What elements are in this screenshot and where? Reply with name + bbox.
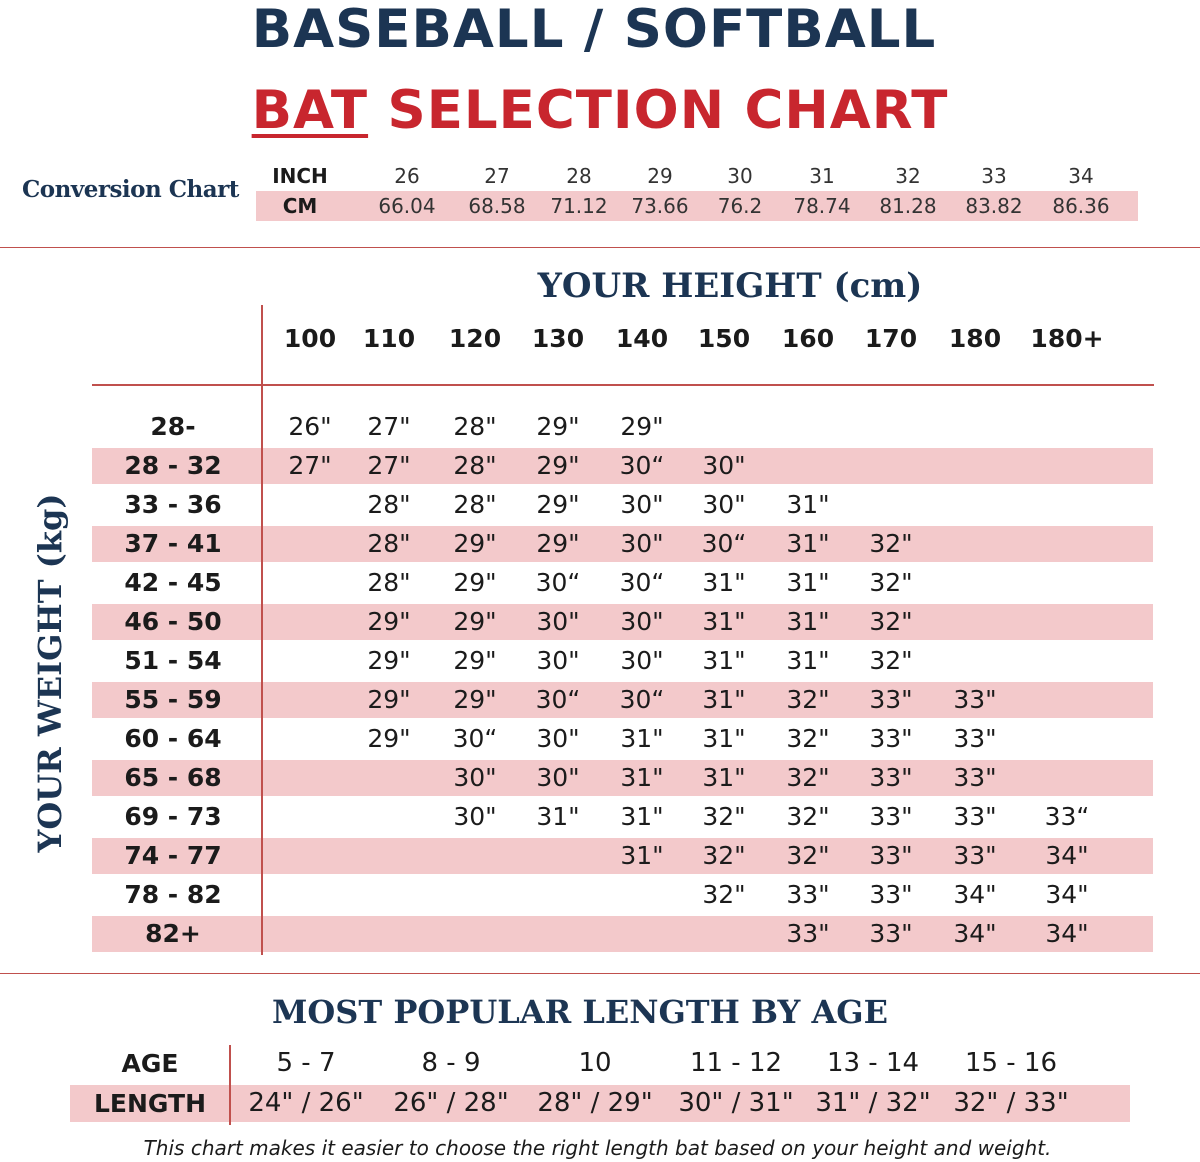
bat-length-cell: 30"	[620, 607, 664, 636]
conversion-inch-value: 28	[566, 164, 592, 188]
bat-length-cell: 28"	[453, 490, 497, 519]
bat-length-cell: 31"	[702, 685, 746, 714]
bat-length-cell: 31"	[702, 607, 746, 636]
bat-length-cell: 32"	[702, 880, 746, 909]
weight-row-label: 74 - 77	[124, 841, 222, 870]
height-axis-title: YOUR HEIGHT (cm)	[537, 266, 923, 306]
bat-length-cell: 27"	[367, 451, 411, 480]
bat-length-cell: 33"	[869, 685, 913, 714]
age-value: 10	[578, 1048, 612, 1078]
bat-length-cell: 32"	[869, 529, 913, 558]
conversion-inch-value: 31	[809, 164, 835, 188]
conversion-inch-value: 26	[394, 164, 420, 188]
bat-length-cell: 31"	[786, 490, 830, 519]
height-column-header: 120	[448, 324, 502, 353]
bat-length-cell: 33"	[786, 919, 830, 948]
bat-length-cell: 31"	[702, 724, 746, 753]
popular-length-title: MOST POPULAR LENGTH BY AGE	[272, 993, 888, 1031]
bat-length-cell: 29"	[536, 490, 580, 519]
bat-length-cell: 33"	[869, 802, 913, 831]
height-column-header: 180+	[1030, 324, 1104, 353]
conversion-cm-value: 78.74	[793, 194, 851, 218]
weight-row-label: 46 - 50	[124, 607, 222, 636]
age-value: 11 - 12	[689, 1048, 783, 1078]
bat-length-cell: 33"	[869, 919, 913, 948]
height-column-header: 140	[615, 324, 669, 353]
height-column-header: 170	[864, 324, 918, 353]
weight-row-label: 37 - 41	[124, 529, 222, 558]
bat-length-cell: 30“	[535, 568, 581, 597]
bat-length-cell: 29"	[536, 412, 580, 441]
bat-length-cell: 33"	[953, 685, 997, 714]
bat-length-cell: 33"	[953, 841, 997, 870]
bat-length-cell: 32"	[786, 841, 830, 870]
bat-length-cell: 30"	[620, 490, 664, 519]
bat-length-cell: 33"	[953, 763, 997, 792]
bat-length-cell: 33"	[869, 763, 913, 792]
conversion-cm-value: 73.66	[631, 194, 689, 218]
age-table-rule	[229, 1045, 231, 1125]
conversion-inch-value: 32	[895, 164, 921, 188]
bat-length-cell: 28"	[453, 412, 497, 441]
bat-length-cell: 32"	[869, 646, 913, 675]
bat-length-cell: 30“	[535, 685, 581, 714]
bat-length-cell: 28"	[367, 490, 411, 519]
height-column-header: 100	[283, 324, 337, 353]
weight-row-label: 60 - 64	[124, 724, 222, 753]
conversion-cm-value: 68.58	[468, 194, 526, 218]
bat-length-cell: 29"	[536, 451, 580, 480]
bat-length-cell: 31"	[620, 724, 664, 753]
height-column-header: 150	[697, 324, 751, 353]
bat-length-cell: 28"	[453, 451, 497, 480]
height-column-header: 110	[362, 324, 416, 353]
length-value: 28" / 29"	[537, 1088, 653, 1118]
weight-row-label: 69 - 73	[124, 802, 222, 831]
weight-row-label: 78 - 82	[124, 880, 222, 909]
bat-length-cell: 30"	[536, 607, 580, 636]
bat-length-cell: 30"	[620, 646, 664, 675]
title-line-1: BASEBALL / SOFTBALL	[251, 0, 937, 60]
bat-length-cell: 30"	[536, 724, 580, 753]
bat-length-cell: 32"	[869, 568, 913, 597]
conversion-cm-value: 71.12	[550, 194, 608, 218]
age-value: 5 - 7	[276, 1048, 336, 1078]
title-line-2-rest: SELECTION CHART	[368, 80, 949, 141]
conversion-cm-value: 83.82	[965, 194, 1023, 218]
bat-length-cell: 31"	[786, 529, 830, 558]
bat-length-cell: 29"	[453, 646, 497, 675]
bat-length-cell: 34"	[1045, 919, 1089, 948]
bat-length-cell: 30“	[619, 568, 665, 597]
bat-length-cell: 33"	[869, 841, 913, 870]
length-value: 30" / 31"	[678, 1088, 794, 1118]
weight-row-label: 82+	[145, 919, 201, 948]
bat-length-cell: 33"	[869, 880, 913, 909]
bat-length-cell: 34"	[1045, 880, 1089, 909]
bat-length-cell: 31"	[620, 841, 664, 870]
age-value: 8 - 9	[421, 1048, 481, 1078]
bat-length-cell: 29"	[453, 568, 497, 597]
bat-length-cell: 34"	[1045, 841, 1089, 870]
bat-length-cell: 33“	[1044, 802, 1090, 831]
height-column-header: 130	[531, 324, 585, 353]
bat-length-cell: 34"	[953, 880, 997, 909]
bat-length-cell: 32"	[786, 763, 830, 792]
bat-length-cell: 29"	[453, 685, 497, 714]
bat-length-cell: 32"	[869, 607, 913, 636]
length-label: LENGTH	[94, 1089, 206, 1118]
bat-length-cell: 29"	[367, 607, 411, 636]
bat-length-cell: 31"	[786, 568, 830, 597]
weight-row-label: 51 - 54	[124, 646, 222, 675]
section-divider-bottom	[0, 973, 1200, 974]
bat-length-cell: 32"	[786, 802, 830, 831]
bat-length-cell: 31"	[620, 802, 664, 831]
height-column-header: 180	[948, 324, 1002, 353]
length-value: 26" / 28"	[393, 1088, 509, 1118]
conversion-cm-value: 66.04	[378, 194, 436, 218]
conversion-cm-value: 81.28	[879, 194, 937, 218]
bat-length-cell: 30“	[701, 529, 747, 558]
conversion-cm-value: 86.36	[1052, 194, 1110, 218]
bat-length-cell: 33"	[953, 724, 997, 753]
bat-length-cell: 29"	[536, 529, 580, 558]
bat-length-cell: 28"	[367, 568, 411, 597]
bat-length-cell: 27"	[367, 412, 411, 441]
weight-row-label: 33 - 36	[124, 490, 222, 519]
conversion-cm-value: 76.2	[717, 194, 763, 218]
length-value: 32" / 33"	[953, 1088, 1069, 1118]
bat-length-cell: 27"	[288, 451, 332, 480]
bat-length-cell: 30“	[452, 724, 498, 753]
bat-length-cell: 33"	[869, 724, 913, 753]
conversion-chart-label: Conversion Chart	[22, 176, 239, 203]
grid-vertical-rule	[261, 305, 263, 955]
age-label: AGE	[121, 1049, 179, 1078]
bat-length-cell: 32"	[786, 685, 830, 714]
weight-row-label: 55 - 59	[124, 685, 222, 714]
bat-length-cell: 33"	[953, 802, 997, 831]
bat-length-cell: 29"	[367, 724, 411, 753]
conversion-inch-value: 33	[981, 164, 1007, 188]
bat-length-cell: 34"	[953, 919, 997, 948]
bat-length-cell: 30"	[536, 646, 580, 675]
bat-length-cell: 31"	[620, 763, 664, 792]
length-value: 24" / 26"	[248, 1088, 364, 1118]
section-divider-top	[0, 247, 1200, 248]
title-line-2	[0, 80, 1200, 142]
bat-length-cell: 32"	[702, 841, 746, 870]
bat-length-cell: 30“	[619, 685, 665, 714]
bat-length-cell: 31"	[702, 763, 746, 792]
weight-row-label: 65 - 68	[124, 763, 222, 792]
bat-length-cell: 29"	[367, 646, 411, 675]
conversion-inch-label: INCH	[272, 164, 328, 188]
bat-length-cell: 29"	[453, 529, 497, 558]
conversion-inch-value: 30	[727, 164, 753, 188]
conversion-inch-value: 34	[1068, 164, 1094, 188]
conversion-inch-value: 27	[484, 164, 510, 188]
bat-length-cell: 32"	[702, 802, 746, 831]
bat-length-cell: 30"	[620, 529, 664, 558]
weight-row-label: 28-	[150, 412, 196, 441]
age-value: 13 - 14	[826, 1048, 920, 1078]
bat-length-cell: 31"	[702, 646, 746, 675]
bat-length-cell: 30"	[453, 763, 497, 792]
length-value: 31" / 32"	[815, 1088, 931, 1118]
bat-length-cell: 31"	[786, 646, 830, 675]
footer-note: This chart makes it easier to choose the right length bat based on your height and weight.	[143, 1136, 1052, 1160]
bat-length-cell: 29"	[620, 412, 664, 441]
title-underlined-word: BAT	[251, 80, 369, 141]
bat-length-cell: 31"	[786, 607, 830, 636]
bat-length-cell: 30"	[702, 490, 746, 519]
bat-length-cell: 28"	[367, 529, 411, 558]
bat-length-cell: 33"	[786, 880, 830, 909]
bat-length-cell: 32"	[786, 724, 830, 753]
bat-length-cell: 30“	[619, 451, 665, 480]
bat-length-cell: 31"	[702, 568, 746, 597]
weight-row-label: 28 - 32	[124, 451, 222, 480]
bat-length-cell: 26"	[288, 412, 332, 441]
conversion-cm-label: CM	[282, 194, 318, 218]
bat-length-cell: 29"	[367, 685, 411, 714]
grid-header-rule	[92, 384, 1154, 386]
weight-row-label: 42 - 45	[124, 568, 222, 597]
weight-axis-title: YOUR WEIGHT (kg)	[31, 493, 69, 853]
bat-length-cell: 30"	[702, 451, 746, 480]
height-column-header: 160	[781, 324, 835, 353]
bat-length-cell: 31"	[536, 802, 580, 831]
bat-length-cell: 30"	[453, 802, 497, 831]
bat-length-cell: 30"	[536, 763, 580, 792]
bat-length-cell: 29"	[453, 607, 497, 636]
conversion-inch-value: 29	[647, 164, 673, 188]
age-value: 15 - 16	[964, 1048, 1058, 1078]
